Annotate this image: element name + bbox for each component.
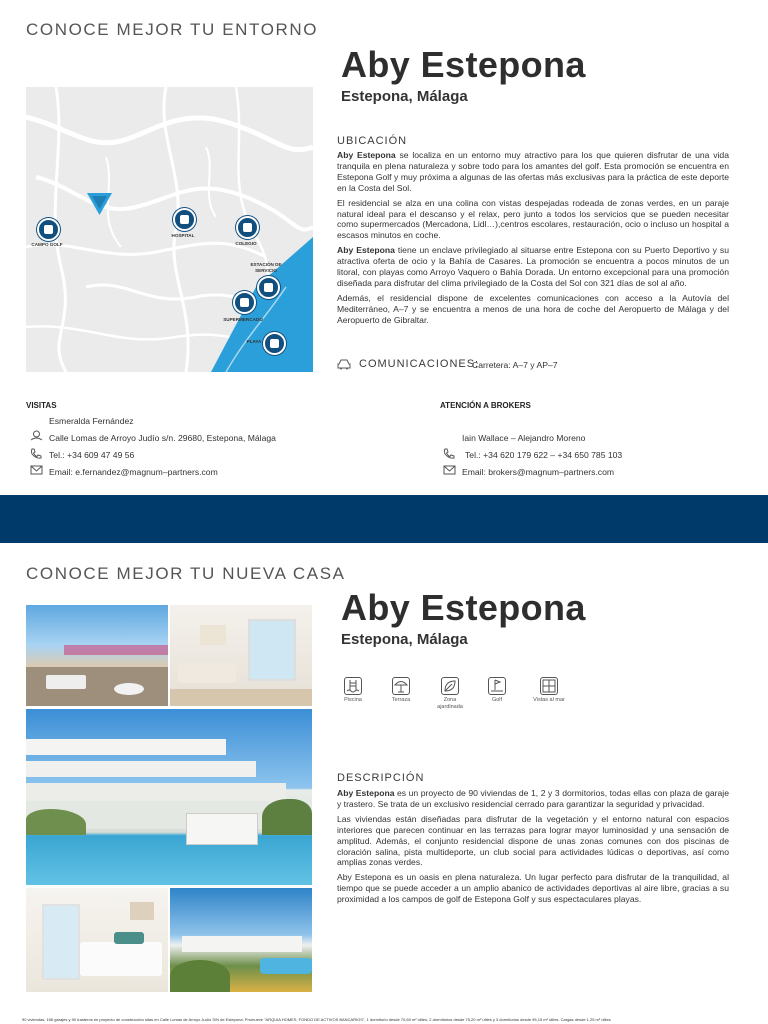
- map-label-golf: CAMPO GOLF: [31, 242, 63, 247]
- descripcion-paragraph-2: Las viviendas están diseñadas para disfrutar de la vegetación y el entorno natural con espacios interiores que parecen continuar en las terrazas para lograr mayor luminosidad y una sensación de amplitud. Además, el conjunto residencial dispone de unas zonas comunes con dos piscinas de cloración salina, pista multideporte, un club social para actividades lúdicas o deportivas, así como amplias zonas verdes.: [337, 813, 729, 868]
- ubicacion-heading: UBICACIÓN: [337, 135, 408, 147]
- descripcion-paragraph-3: Aby Estepona es un oasis en plena naturaleza. Un lugar perfecto para disfrutar de la tranquilidad, al tiempo que se puede acceder a un amplio abanico de actividades deportivas al aire libre, gracias a su proximidad a los campos de golf de Estepona Golf y sus espectaculares playas.: [337, 872, 729, 905]
- amenity-label: Piscina: [344, 697, 362, 703]
- visitas-tel[interactable]: Tel.: +34 609 47 49 56: [49, 450, 135, 460]
- amenity-sea-view: [533, 677, 565, 704]
- project-name-bold: Aby Estepona: [337, 788, 395, 798]
- brokers-heading: ATENCIÓN A BROKERS: [440, 401, 531, 410]
- photo-terrace: [26, 605, 168, 706]
- supermarket-marker-icon: [233, 291, 256, 314]
- amenity-label: Terraza: [391, 697, 411, 703]
- car-icon: [337, 359, 351, 370]
- comunicaciones-value: Carretera: A–7 y AP–7: [472, 360, 558, 370]
- amenity-garden: [434, 677, 466, 710]
- visitas-address: Calle Lomas de Arroyo Judío s/n. 29680, Estepona, Málaga: [49, 433, 276, 443]
- map-label-supermercado: SUPERMERCADO: [223, 317, 263, 322]
- ubicacion-paragraph-3: [337, 245, 729, 289]
- section-heading-entorno: CONOCE MEJOR TU ENTORNO: [26, 20, 319, 39]
- page-divider-band: [0, 495, 768, 543]
- beach-marker-icon: [263, 332, 286, 355]
- photo-bedroom: [26, 888, 168, 992]
- map-label-colegio: COLEGIO: [235, 241, 257, 246]
- paragraph-text: es un proyecto de 90 viviendas de 1, 2 y 3 dormitorios, todas ellas con plaza de garaje y trastero. Se trata de un exclusivo residencial cerrado para garantizar la seguridad y privacidad.: [337, 788, 729, 809]
- project-location-pin: [87, 193, 112, 215]
- descripcion-heading: DESCRIPCIÓN: [337, 772, 425, 784]
- visitas-name: Esmeralda Fernández: [49, 416, 134, 426]
- ubicacion-text: [337, 150, 729, 330]
- photo-garden: [170, 888, 312, 992]
- comunicaciones-label: COMUNICACIONES:: [359, 358, 480, 370]
- hospital-marker-icon: [173, 208, 196, 231]
- gas-station-marker-icon: [257, 276, 280, 299]
- page-subtitle-1: Estepona, Málaga: [341, 88, 468, 105]
- window-icon: [540, 677, 558, 695]
- amenity-label: Vistas al mar: [533, 697, 565, 703]
- location-icon: [30, 430, 43, 442]
- map-label-estacion: ESTACIÓN DE SERVICIO: [250, 262, 282, 273]
- map-label-hospital: HOSPITAL: [171, 233, 195, 238]
- brokers-tel[interactable]: Tel.: +34 620 179 622 – +34 650 785 103: [465, 450, 623, 460]
- phone-icon: [443, 448, 455, 460]
- page-title-2: Aby Estepona: [341, 587, 586, 628]
- page-title-1: Aby Estepona: [341, 44, 586, 85]
- golf-marker-icon: [37, 218, 60, 241]
- school-marker-icon: [236, 216, 259, 239]
- project-name-bold: Aby Estepona: [337, 150, 396, 160]
- ubicacion-paragraph-2: El residencial se alza en una colina con vistas despejadas rodeada de zonas verdes, en un paraje natural ideal para el descanso y el relax, pero junto a todos los servicios que se pueden necesitar como supermercados (Mercadona, Lidl…),centros escolares, restauración, ocio o incluso un hospital a escasos minutos en coche.: [337, 197, 729, 241]
- amenity-pool: [337, 677, 369, 704]
- phone-icon: [30, 448, 42, 460]
- amenity-golf: [481, 677, 513, 704]
- visitas-email[interactable]: Email: e.fernandez@magnum–partners.com: [49, 467, 218, 477]
- brokers-names: Iain Wallace – Alejandro Moreno: [462, 433, 586, 443]
- amenity-label: Golf: [491, 697, 503, 703]
- ubicacion-paragraph-4: Además, el residencial dispone de excelentes comunicaciones con acceso a la Autovía del Mediterráneo, A–7 y se encuentra a menos de una hora de coche del Aeropuerto de Málaga y del Aeropuerto de Gibraltar.: [337, 292, 729, 325]
- amenity-label: Zona ajardinada: [437, 697, 463, 710]
- brokers-email[interactable]: Email: brokers@magnum–partners.com: [462, 467, 615, 477]
- email-icon: [443, 465, 456, 475]
- comunicaciones-row: [337, 358, 737, 372]
- photo-building-pool: [26, 709, 312, 885]
- section-heading-casa: CONOCE MEJOR TU NUEVA CASA: [26, 564, 346, 583]
- email-icon: [30, 465, 43, 475]
- map-streets: [26, 87, 313, 372]
- pool-icon: [344, 677, 362, 695]
- legal-footer: 90 viviendas, 156 garajes y 90 trasteros en proyecto de construcción sitas en Calle Lomas de Arroyo Judío S/N de Estepona. Promueve "ARQUIA HOMES, FONDO DE ACTIVOS BANCARIOS", 1 dormitorio desde 70,69 m² útiles, 2 dormitorios desde 75,20 m² útiles y 3 dormitorios desde 95,15 m² útiles. Cargas desde 1,25 m² útiles: [22, 1017, 611, 1022]
- descripcion-paragraph-1: [337, 788, 729, 810]
- location-map: [26, 87, 313, 372]
- map-label-playa: PLAYA: [246, 339, 262, 344]
- umbrella-icon: [392, 677, 410, 695]
- photo-living-room: [170, 605, 312, 706]
- visitas-heading: VISITAS: [26, 401, 57, 410]
- paragraph-text: tiene un enclave privilegiado al situarse entre Estepona con su Puerto Deportivo y su atractiva oferta de ocio y la Bahía de Casares. La promoción se encuentra a pocos minutos de un litoral, con playas como Arroyo Vaquero o Bahía Dorada. Un entorno excepcional para una promoción diseñada para disfrutar del clima privilegiado de la Costa del Sol con 321 días de sol al año.: [337, 245, 729, 288]
- page-subtitle-2: Estepona, Málaga: [341, 631, 468, 648]
- ubicacion-paragraph-1: [337, 150, 729, 194]
- project-name-bold: Aby Estepona: [337, 245, 395, 256]
- leaf-icon: [441, 677, 459, 695]
- descripcion-text: [337, 788, 729, 909]
- paragraph-text: se localiza en un entorno muy atractivo para los que quieren disfrutar de una vida tranquila en plena naturaleza y sobre todo para los amantes del golf. Esta promoción se encuentra en Estepona Golf y muy próxima a algunas de las ofertas más exclusivas para la práctica de este deporte en la Costa del Sol.: [337, 150, 729, 193]
- golf-icon: [488, 677, 506, 695]
- amenity-terrace: [385, 677, 417, 704]
